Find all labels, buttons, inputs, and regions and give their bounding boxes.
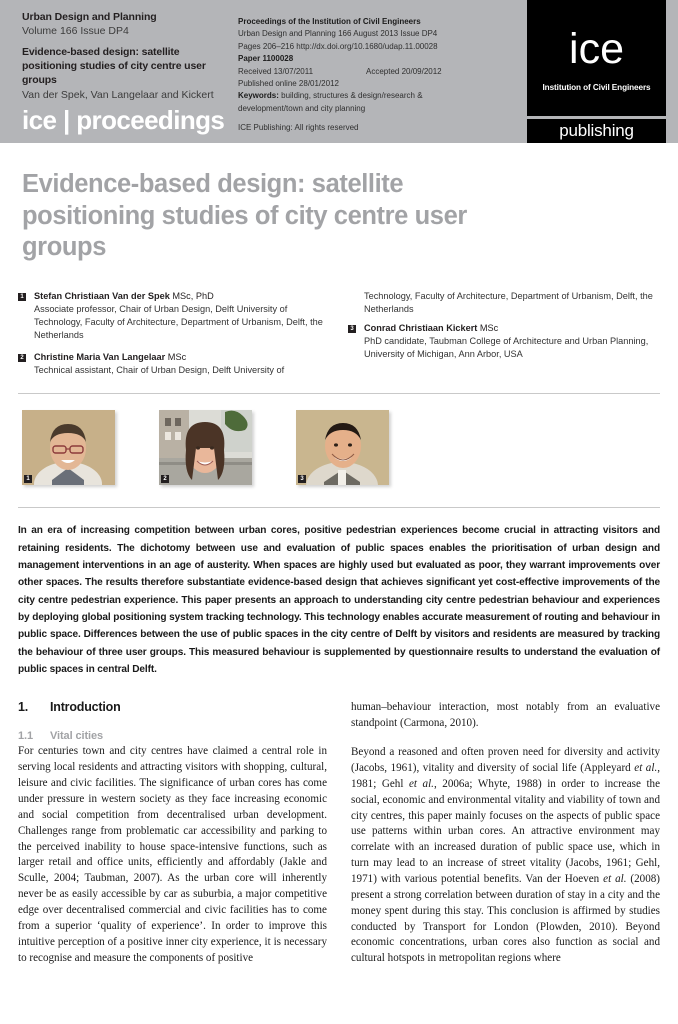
section-label-1: Introduction (50, 700, 121, 715)
rp2-segment-d: (2008) present a strong correlation between duration of stay in a city and the money spent during this stay. This conclusion is affirmed by studies conducted by Transport for London (Plowden, 2010). Beyond economic concentrations, urban cores also function as social and cultural hotspots in metropolitan regions where (351, 873, 660, 965)
photo-number-badge-2: 2 (161, 475, 169, 483)
meta-rights: ICE Publishing: All rights reserved (238, 123, 359, 133)
divider-above-photos (18, 393, 660, 394)
ice-logo-subtitle: Institution of Civil Engineers (542, 83, 651, 92)
banner-authors: Van der Spek, Van Langelaar and Kickert (22, 88, 214, 101)
author-name-line-2 (18, 351, 330, 364)
author-number-badge-3: 3 (348, 325, 356, 333)
rp2-segment-c: , 2006a; Whyte, 1988) in order to increase the social, economic and environmental vitality and viability of town and city centres, this paper mainly focuses on the aspects of public space use patterns within urban cores. An attractive environment may correlate with an increased duration of public space use, which in turn may lead to an increase of street vitality (Jacobs, 1961; Gehl, 1971) with various potential benefits. Van der Hoeven (351, 777, 661, 886)
article-body (18, 700, 660, 967)
publishing-wordmark: publishing (559, 121, 634, 140)
meta-accepted-date: Accepted 20/09/2012 (366, 66, 442, 76)
meta-spacer (238, 115, 506, 122)
author-photo-1 (22, 410, 115, 485)
author-photo-strip (22, 410, 678, 485)
author-affiliation-1: Associate professor, Chair of Urban Design, Delft University of Technology, Faculty of Architecture, Department of Urbanism, Delft, the Netherlands (34, 303, 323, 341)
body-paragraph-right-1: human–behaviour interaction, most notably from an evaluative standpoint (Carmona, 2010). (351, 701, 660, 730)
photo-number-badge-3: 3 (298, 475, 306, 483)
meta-paper-number (238, 53, 506, 65)
author-entry-3 (348, 322, 660, 361)
publishing-logo-block (527, 119, 666, 143)
ice-wordmark: ice (569, 25, 624, 73)
ice-logo-block (527, 0, 666, 116)
rp2-italic-2: et al. (408, 777, 434, 790)
author-name-line-1 (18, 290, 330, 303)
banner-brand-wordmark: ice | proceedings (22, 105, 225, 136)
meta-paper-number-text: Paper 1100028 (238, 54, 294, 64)
author-entry-1 (18, 290, 330, 342)
meta-keywords-continued: development/town and city planning (238, 103, 366, 113)
ice-publishing-logo (527, 0, 666, 143)
meta-keywords-value: building, structures & design/research & (278, 91, 423, 101)
author-degrees-1: MSc, PhD (169, 290, 214, 301)
banner-paper-title: Evidence-based design: satellite positioning studies of city centre user groups (22, 46, 206, 87)
banner-volume-issue: Volume 166 Issue DP4 (22, 25, 129, 38)
body-paragraph-left: For centuries town and city centres have claimed a central role in serving local residents and attracting visitors with shopping, cultural, leisure and civic facilities. The significance of urban cores has come under pressure in western society as they face increasing economic and social competition from decentralised urban development. Challenges range from problematic car accessibility and parking to the perceived inability to house space-intensive functions, such as larger retail and office units, efficiently and affordably (Jakle and Sculle, 2004; Taubman, 2007). As the urban core will inherently never be as easily accessible by car as suburbia, a major competitive edge over decentralised commercial and civic facilities has to come from a superior ‘quality of experience’. In order to improve this intuitive perception of a positive inner city experience, it is necessary to recognise and measure the components of positive (18, 745, 327, 964)
rp2-italic-1: et al. (634, 762, 658, 775)
meta-keywords-label: Keywords: (238, 91, 279, 101)
author-affiliation-2-continued: Technology, Faculty of Architecture, Department of Urbanism, Delft, the Netherlands (364, 290, 653, 314)
meta-issue-line: Urban Design and Planning 166 August 2013 Issue DP4 (238, 29, 438, 39)
author-photo-3 (296, 410, 389, 485)
author-column-left (18, 290, 330, 377)
page-header-banner (0, 0, 678, 143)
author-number-badge-1: 1 (18, 293, 26, 301)
author-number-badge-2: 2 (18, 354, 26, 362)
meta-pages-doi: Pages 206–216 http://dx.doi.org/10.1680/udap.11.00028 (238, 41, 438, 51)
banner-journal-name: Urban Design and Planning (22, 11, 157, 23)
section-number-1: 1. (18, 700, 29, 715)
rp2-italic-3: et al. (603, 873, 627, 886)
author-entry-2 (18, 351, 330, 377)
portrait-illustration-2 (159, 410, 252, 485)
banner-publication-metadata (238, 16, 506, 135)
author-fullname-1: Stefan Christiaan Van der Spek (34, 290, 170, 301)
portrait-illustration-1 (22, 410, 115, 485)
subsection-heading-1-1 (18, 730, 327, 742)
meta-proceedings (238, 16, 506, 28)
author-fullname-3: Conrad Christiaan Kickert (364, 322, 478, 333)
body-column-left (18, 700, 327, 967)
meta-keywords-line (238, 90, 506, 102)
author-fullname-2: Christine Maria Van Langelaar (34, 352, 166, 363)
author-column-right (348, 290, 660, 377)
section-heading-1 (18, 700, 327, 714)
author-affiliation-2: Technical assistant, Chair of Urban Design, Delft University of (34, 365, 285, 376)
meta-received-date: Received 13/07/2011 (238, 66, 314, 76)
portrait-illustration-3 (296, 410, 389, 485)
author-photo-2 (159, 410, 252, 485)
meta-proceedings-text: Proceedings of the Institution of Civil Engineers (238, 17, 421, 26)
author-name-1 (34, 290, 214, 303)
subsection-number-1-1: 1.1 (18, 730, 33, 743)
rp2-segment-a: Beyond a reasoned and often proven need for diversity and activity (Jacobs, 1961), vitality and diversity of social life (Appleyard (351, 746, 660, 775)
author-name-2 (34, 351, 186, 364)
body-column-right (351, 700, 660, 967)
author-name-3 (364, 322, 498, 335)
author-block (18, 290, 660, 377)
author-degrees-2: MSc (165, 352, 187, 363)
author-affiliation-3: PhD candidate, Taubman College of Architecture and Urban Planning, University of Michigan, Ann Arbor, USA (364, 336, 649, 360)
divider-above-abstract (18, 507, 660, 508)
photo-number-badge-1: 1 (24, 475, 32, 483)
banner-left-column (22, 10, 227, 134)
subsection-label-1-1: Vital cities (50, 730, 104, 743)
page-title: Evidence-based design: satellite positioning studies of city centre user groups (22, 170, 467, 262)
author-name-line-3 (348, 322, 660, 335)
body-paragraph-right-2 (351, 745, 660, 967)
meta-published-date: Published online 28/01/2012 (238, 78, 339, 88)
author-degrees-3: MSc (477, 322, 499, 333)
rp2-segment-b: , 1981; Gehl (351, 762, 660, 790)
abstract-text: In an era of increasing competition between urban cores, positive pedestrian experiences become crucial in attracting visitors and retaining residents. The dichotomy between use and evaluation of public spaces enables the prioritisation of urban design and management interventions in an age of austerity. When spaces are highly used but evaluated as poor, they warrant improvements over other spaces. The results therefore substantiate evidence-based design that achieves significant yet cost-effective improvements of the city centre pedestrian experience. This paper presents an approach to understanding city centre pedestrian behaviour and experiences by deploying global positioning system tracking technology. This technology enables accurate measurement of routing and behaviour in public space. Differences between the use of public spaces in the city centre of Delft by visitors and residents are measured by tracking the behaviour of three user groups. This measured behaviour is supplemented by questionnaire results to understand the evaluation of public spaces in central Delft. (18, 525, 660, 676)
meta-dates-row (238, 66, 506, 78)
